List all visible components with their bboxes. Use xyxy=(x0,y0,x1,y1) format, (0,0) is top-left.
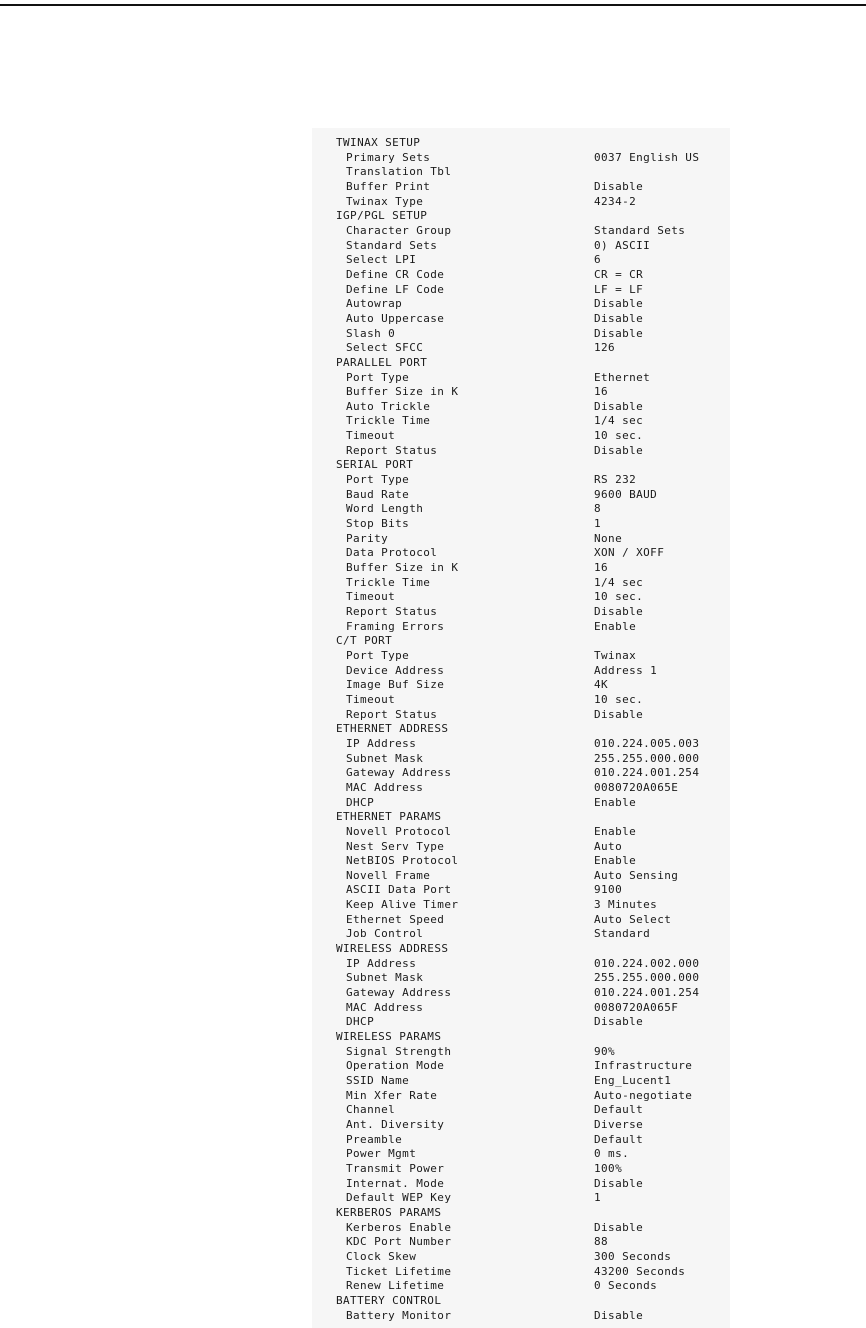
config-row xyxy=(336,1235,726,1250)
config-row xyxy=(336,590,726,605)
config-row xyxy=(336,385,726,400)
setting-label: Gateway Address xyxy=(346,766,452,780)
config-row xyxy=(336,1089,726,1104)
setting-label: Buffer Print xyxy=(346,179,431,193)
config-row xyxy=(336,253,726,268)
setting-label: Clock Skew xyxy=(346,1249,417,1263)
setting-label: Primary Sets xyxy=(346,150,431,164)
setting-label: Kerberos Enable xyxy=(346,1220,452,1234)
setting-label: Standard Sets xyxy=(346,238,438,252)
setting-label: Power Mgmt xyxy=(346,1147,417,1161)
setting-label: Select LPI xyxy=(346,253,417,267)
config-row xyxy=(336,165,726,180)
section-title: TWINAX SETUP xyxy=(336,136,421,149)
setting-value: 43200 Seconds xyxy=(594,1264,686,1278)
config-row xyxy=(336,488,726,503)
setting-value: 010.224.001.254 xyxy=(594,986,700,1000)
config-row xyxy=(336,1162,726,1177)
config-row xyxy=(336,913,726,928)
setting-value: Enable xyxy=(594,795,637,809)
setting-value: 3 Minutes xyxy=(594,898,658,912)
config-row xyxy=(336,957,726,972)
config-row xyxy=(336,239,726,254)
setting-label: Baud Rate xyxy=(346,487,410,501)
setting-label: Trickle Time xyxy=(346,575,431,589)
setting-label: Subnet Mask xyxy=(346,971,424,985)
setting-label: Ethernet Speed xyxy=(346,912,445,926)
setting-value: Disable xyxy=(594,605,644,618)
setting-label: Data Protocol xyxy=(346,546,438,560)
setting-label: Ticket Lifetime xyxy=(346,1264,452,1278)
setting-label: Define LF Code xyxy=(346,282,445,296)
setting-label: Internat. Mode xyxy=(346,1176,445,1190)
config-row xyxy=(336,854,726,869)
setting-label: Report Status xyxy=(346,443,438,457)
section-title: ETHERNET ADDRESS xyxy=(336,722,449,736)
config-section xyxy=(336,1206,726,1294)
config-row xyxy=(336,561,726,576)
setting-label: Operation Mode xyxy=(346,1059,445,1073)
config-row xyxy=(336,341,726,356)
setting-value: Disable xyxy=(594,399,644,413)
page-top-rule xyxy=(0,4,866,6)
config-row xyxy=(336,1118,726,1133)
config-row xyxy=(336,678,726,693)
setting-value: Disable xyxy=(594,1220,644,1234)
setting-value: 6 xyxy=(594,253,602,267)
section-title: PARALLEL PORT xyxy=(336,355,428,369)
setting-value: Disable xyxy=(594,1015,644,1029)
config-row xyxy=(336,664,726,679)
setting-value xyxy=(594,165,726,180)
setting-value: 1/4 sec xyxy=(594,414,644,428)
setting-value: 8 xyxy=(594,502,602,516)
setting-value: Ethernet xyxy=(594,370,651,384)
setting-label: Framing Errors xyxy=(346,619,445,633)
setting-value: Disable xyxy=(594,1308,644,1322)
setting-label: Preamble xyxy=(346,1132,403,1146)
config-row xyxy=(336,1059,726,1074)
config-row xyxy=(336,283,726,298)
setting-value: 9600 BAUD xyxy=(594,487,658,501)
setting-label: Novell Frame xyxy=(346,868,431,882)
configuration-listing xyxy=(336,136,726,1323)
setting-label: Timeout xyxy=(346,590,396,604)
config-row xyxy=(336,840,726,855)
setting-value: 0080720A065E xyxy=(594,780,679,794)
setting-label: Min Xfer Rate xyxy=(346,1088,438,1102)
config-row xyxy=(336,429,726,444)
config-section xyxy=(336,942,726,1030)
setting-value: Disable xyxy=(594,297,644,311)
setting-label: Auto Uppercase xyxy=(346,311,445,325)
setting-value: Infrastructure xyxy=(594,1059,693,1073)
setting-value: 126 xyxy=(594,341,616,355)
setting-label: Keep Alive Timer xyxy=(346,898,459,912)
config-row xyxy=(336,502,726,517)
setting-label: NetBIOS Protocol xyxy=(346,854,459,868)
setting-label: SSID Name xyxy=(346,1074,410,1087)
setting-value: XON / XOFF xyxy=(594,546,665,560)
setting-value: Eng_Lucent1 xyxy=(594,1074,672,1087)
setting-label: ASCII Data Port xyxy=(346,883,452,897)
setting-value: Disable xyxy=(594,311,644,325)
config-row xyxy=(336,708,726,723)
setting-label: Translation Tbl xyxy=(346,165,452,179)
setting-label: Novell Protocol xyxy=(346,824,452,838)
setting-label: Port Type xyxy=(346,648,410,662)
setting-label: Nest Serv Type xyxy=(346,839,445,853)
setting-label: Battery Monitor xyxy=(346,1308,452,1322)
setting-label: KDC Port Number xyxy=(346,1235,452,1249)
setting-value: Enable xyxy=(594,619,637,633)
setting-label: Renew Lifetime xyxy=(346,1279,445,1293)
config-row xyxy=(336,869,726,884)
setting-label: Stop Bits xyxy=(346,517,410,531)
config-section xyxy=(336,634,726,722)
setting-value: None xyxy=(594,531,623,545)
setting-value: 90% xyxy=(594,1044,616,1058)
config-row xyxy=(336,1177,726,1192)
setting-value: Standard Sets xyxy=(594,223,686,237)
setting-label: Parity xyxy=(346,531,389,545)
setting-value: Disable xyxy=(594,1176,644,1190)
config-row xyxy=(336,1309,726,1324)
setting-label: Signal Strength xyxy=(346,1044,452,1058)
section-title: C/T PORT xyxy=(336,634,393,648)
section-title: WIRELESS ADDRESS xyxy=(336,942,449,956)
setting-value: 100% xyxy=(594,1161,623,1175)
setting-value: 300 Seconds xyxy=(594,1249,672,1263)
config-row xyxy=(336,297,726,312)
setting-value: Enable xyxy=(594,824,637,838)
setting-label: Twinax Type xyxy=(346,194,424,208)
setting-value: 0 Seconds xyxy=(594,1279,658,1293)
setting-value: 4K xyxy=(594,678,609,692)
config-row xyxy=(336,400,726,415)
setting-value: 9100 xyxy=(594,883,623,897)
config-row xyxy=(336,971,726,986)
setting-label: MAC Address xyxy=(346,1000,424,1014)
setting-label: Character Group xyxy=(346,223,452,237)
config-section xyxy=(336,1030,726,1206)
config-row xyxy=(336,1015,726,1030)
setting-value: 0) ASCII xyxy=(594,238,651,252)
config-row xyxy=(336,546,726,561)
setting-label: Port Type xyxy=(346,473,410,487)
setting-label: Channel xyxy=(346,1103,396,1117)
setting-label: MAC Address xyxy=(346,780,424,794)
setting-value: Auto Sensing xyxy=(594,868,679,882)
config-row xyxy=(336,576,726,591)
setting-value: 16 xyxy=(594,385,609,399)
setting-label: Report Status xyxy=(346,605,438,618)
config-row xyxy=(336,371,726,386)
config-row xyxy=(336,180,726,195)
setting-value: 010.224.001.254 xyxy=(594,766,700,780)
setting-value: Default xyxy=(594,1103,644,1117)
setting-label: Define CR Code xyxy=(346,267,445,281)
setting-value: Twinax xyxy=(594,648,637,662)
setting-label: IP Address xyxy=(346,736,417,750)
setting-value: 0 ms. xyxy=(594,1147,630,1161)
setting-label: Device Address xyxy=(346,663,445,677)
section-title: WIRELESS PARAMS xyxy=(336,1030,442,1044)
setting-label: Slash 0 xyxy=(346,326,396,340)
setting-value: 16 xyxy=(594,561,609,575)
config-row xyxy=(336,1045,726,1060)
config-row xyxy=(336,620,726,635)
config-row xyxy=(336,312,726,327)
config-row xyxy=(336,268,726,283)
setting-value: Address 1 xyxy=(594,663,658,677)
config-row xyxy=(336,532,726,547)
setting-value: 1/4 sec xyxy=(594,575,644,589)
setting-label: Autowrap xyxy=(346,297,403,311)
config-section xyxy=(336,356,726,459)
config-row xyxy=(336,649,726,664)
config-row xyxy=(336,327,726,342)
config-row xyxy=(336,151,726,166)
section-title: BATTERY CONTROL xyxy=(336,1293,442,1307)
section-title: SERIAL PORT xyxy=(336,458,414,472)
config-row xyxy=(336,195,726,210)
setting-value: 0080720A065F xyxy=(594,1000,679,1014)
setting-value: 4234-2 xyxy=(594,194,637,208)
config-row xyxy=(336,766,726,781)
config-section xyxy=(336,722,726,810)
setting-label: Job Control xyxy=(346,927,424,941)
config-row xyxy=(336,1250,726,1265)
setting-value: Standard xyxy=(594,927,651,941)
setting-value: Disable xyxy=(594,707,644,721)
config-row xyxy=(336,1147,726,1162)
section-title: IGP/PGL SETUP xyxy=(336,209,428,223)
config-row xyxy=(336,898,726,913)
setting-label: Buffer Size in K xyxy=(346,385,459,399)
section-title: ETHERNET PARAMS xyxy=(336,810,442,824)
config-row xyxy=(336,825,726,840)
setting-label: Ant. Diversity xyxy=(346,1117,445,1131)
config-row xyxy=(336,693,726,708)
config-row xyxy=(336,1191,726,1206)
config-row xyxy=(336,752,726,767)
setting-label: Timeout xyxy=(346,429,396,443)
setting-value: 010.224.005.003 xyxy=(594,736,700,750)
setting-value: Disable xyxy=(594,179,644,193)
config-section xyxy=(336,1294,726,1323)
setting-value: 010.224.002.000 xyxy=(594,956,700,970)
setting-label: Buffer Size in K xyxy=(346,561,459,575)
setting-value: Enable xyxy=(594,854,637,868)
setting-label: Image Buf Size xyxy=(346,678,445,692)
setting-label: Word Length xyxy=(346,502,424,516)
setting-label: Auto Trickle xyxy=(346,399,431,413)
setting-label: DHCP xyxy=(346,1015,375,1029)
setting-value: 10 sec. xyxy=(594,692,644,706)
setting-label: Port Type xyxy=(346,370,410,384)
config-row xyxy=(336,224,726,239)
config-row xyxy=(336,883,726,898)
setting-value: CR = CR xyxy=(594,267,644,281)
setting-label: Default WEP Key xyxy=(346,1191,452,1205)
setting-value: 10 sec. xyxy=(594,590,644,604)
setting-value: 0037 English US xyxy=(594,150,700,164)
config-row xyxy=(336,517,726,532)
config-section xyxy=(336,458,726,634)
config-row xyxy=(336,737,726,752)
config-row xyxy=(336,927,726,942)
setting-value: Auto-negotiate xyxy=(594,1088,693,1102)
setting-value: RS 232 xyxy=(594,473,637,487)
setting-value: Disable xyxy=(594,443,644,457)
setting-value: Default xyxy=(594,1132,644,1146)
setting-label: Transmit Power xyxy=(346,1161,445,1175)
config-row xyxy=(336,1133,726,1148)
config-row xyxy=(336,781,726,796)
setting-label: Subnet Mask xyxy=(346,751,424,765)
config-row xyxy=(336,1103,726,1118)
setting-label: Timeout xyxy=(346,692,396,706)
setting-label: DHCP xyxy=(346,795,375,809)
setting-value: 88 xyxy=(594,1235,609,1249)
config-row xyxy=(336,796,726,811)
setting-value: Auto Select xyxy=(594,912,672,926)
setting-value: Diverse xyxy=(594,1117,644,1131)
setting-value: 255.255.000.000 xyxy=(594,751,700,765)
config-row xyxy=(336,414,726,429)
config-row xyxy=(336,1221,726,1236)
config-row xyxy=(336,1074,726,1089)
setting-value: Disable xyxy=(594,326,644,340)
config-row xyxy=(336,1001,726,1016)
config-section xyxy=(336,136,726,209)
setting-value: 255.255.000.000 xyxy=(594,971,700,985)
setting-label: Report Status xyxy=(346,707,438,721)
setting-label: Gateway Address xyxy=(346,986,452,1000)
setting-value: 1 xyxy=(594,1191,602,1205)
config-row xyxy=(336,1265,726,1280)
config-row xyxy=(336,986,726,1001)
setting-label: IP Address xyxy=(346,956,417,970)
setting-value: LF = LF xyxy=(594,282,644,296)
config-row xyxy=(336,444,726,459)
config-row xyxy=(336,473,726,488)
config-row xyxy=(336,605,726,620)
config-section xyxy=(336,209,726,356)
setting-value: 1 xyxy=(594,517,602,531)
setting-label: Trickle Time xyxy=(346,414,431,428)
setting-label: Select SFCC xyxy=(346,341,424,355)
section-title: KERBEROS PARAMS xyxy=(336,1205,442,1219)
setting-value: 10 sec. xyxy=(594,429,644,443)
config-row xyxy=(336,1279,726,1294)
setting-value: Auto xyxy=(594,839,623,853)
config-section xyxy=(336,810,726,942)
